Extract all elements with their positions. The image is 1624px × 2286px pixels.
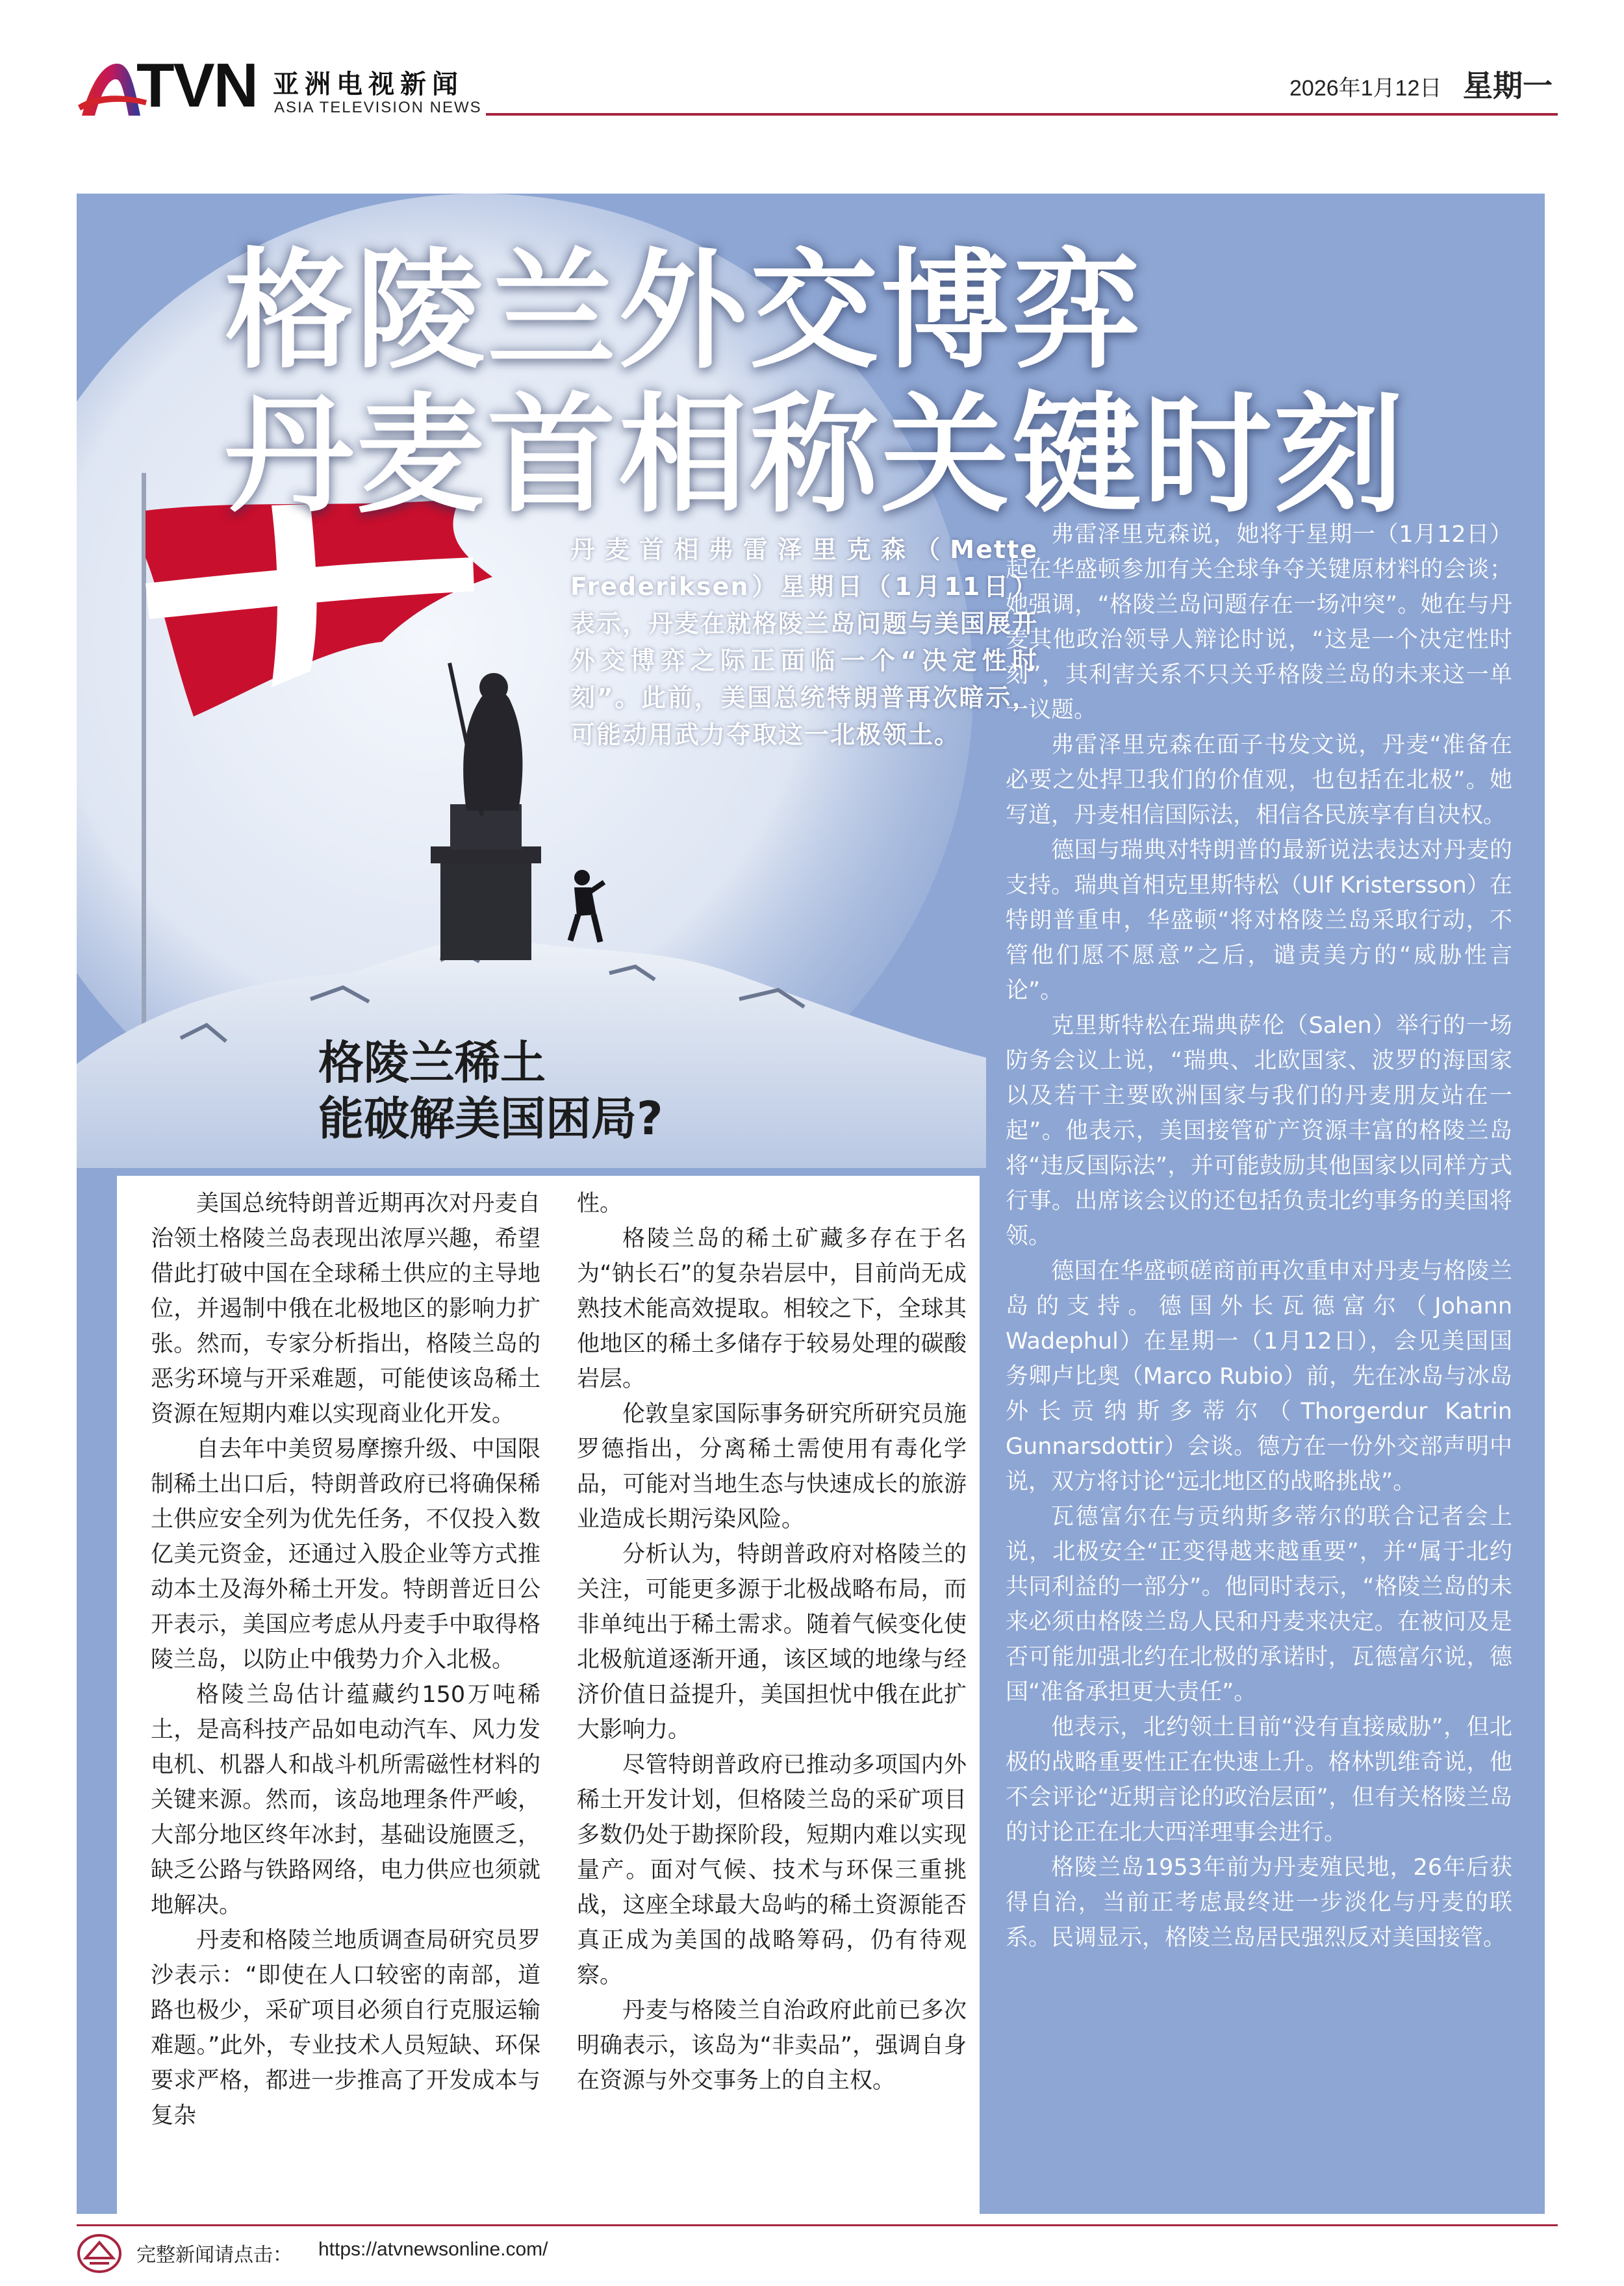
paragraph: 格陵兰岛1953年前为丹麦殖民地，26年后获得自治，当前正考虑最终进一步淡化与丹麦的联系。民调显示，格陵兰岛居民强烈反对美国接管。 — [1006, 1855, 1512, 1951]
paragraph: 丹麦与格陵兰自治政府此前已多次明确表示，该岛为“非卖品”，强调自身在资源与外交事务上的自主权。 — [577, 1998, 967, 2094]
paragraph: 他表示，北约领土目前“没有直接威胁”，但北极的战略重要性正在快速上升。格林凯维奇说，他不会评论“近期言论的政治层面”，但有关格陵兰岛的讨论正在北大西洋理事会进行。 — [1006, 1714, 1512, 1846]
paragraph: 德国与瑞典对特朗普的最新说法表达对丹麦的支持。瑞典首相克里斯特松（Ulf Kristersson）在特朗普重申，华盛顿“将对格陵兰岛采取行动，不管他们愿不愿意”之后，谴责美方的“威胁性言论”。 — [1006, 837, 1512, 1004]
page-header — [0, 0, 1624, 130]
atvn-logo[interactable] — [77, 51, 257, 120]
paragraph: 德国在华盛顿磋商前再次重申对丹麦与格陵兰岛的支持。德国外长瓦德富尔（Johann Wadephul）在星期一（1月12日），会见美国国务卿卢比奥（Marco Rubio）前，先在冰岛与冰岛外长贡纳斯多蒂尔（Thorgerdur Katrin Gunnarsdottir）会谈。德方在一份外交部声明中说，双方将讨论“远北地区的战略挑战”。 — [1006, 1258, 1512, 1495]
footer-link[interactable]: https://atvnewsonline.com/ — [318, 2239, 548, 2260]
article-column-3 — [1006, 517, 1512, 1955]
brand-name-en: ASIA TELEVISION NEWS — [274, 99, 482, 116]
brand-name-cn: 亚洲电视新闻 — [273, 70, 464, 99]
article-panel — [77, 194, 1545, 2214]
issue-weekday: 星期一 — [1463, 68, 1553, 103]
article-text-box — [117, 1176, 980, 2214]
footer-divider — [77, 2224, 1558, 2226]
paragraph: 瓦德富尔在与贡纳斯多蒂尔的联合记者会上说，北极安全“正变得越来越重要”，并“属于北约共同利益的一部分”。他同时表示，“格陵兰岛的未来必须由格陵兰岛人民和丹麦来决定。在被问及是否可能加强北约在北极的承诺时，瓦德富尔说，德国“准备承担更大责任”。 — [1006, 1504, 1512, 1705]
paragraph: 克里斯特松在瑞典萨伦（Salen）举行的一场防务会议上说，“瑞典、北欧国家、波罗的海国家以及若干主要欧洲国家与我们的丹麦朋友站在一起”。他表示，美国接管矿产资源丰富的格陵兰岛将“违反国际法”，并可能鼓励其他国家以同样方式行事。出席该会议的还包括负责北约事务的美国将领。 — [1006, 1013, 1512, 1249]
footer-label: 完整新闻请点击： — [136, 2244, 292, 2267]
issue-date: 2026年1月12日 — [1289, 76, 1442, 101]
footer-seal-icon — [77, 2233, 122, 2274]
logo-tvn-text: TVN — [136, 51, 257, 120]
article-column-2 — [577, 1186, 967, 2098]
subheadline-line-1: 格陵兰稀土 — [318, 1036, 546, 1089]
paragraph: 格陵兰岛估计蕴藏约150万吨稀土，是高科技产品如电动汽车、风力发电机、机器人和战斗机所需磁性材料的关键来源。然而，该岛地理条件严峻，大部分地区终年冰封，基础设施匮乏，缺乏公路与铁路网络，电力供应也须就地解决。 — [151, 1682, 540, 1918]
paragraph: 自去年中美贸易摩擦升级、中国限制稀土出口后，特朗普政府已将确保稀土供应安全列为优先任务，不仅投入数亿美元资金，还通过入股企业等方式推动本土及海外稀土开发。特朗普近日公开表示，美国应考虑从丹麦手中取得格陵兰岛，以防止中俄势力介入北极。 — [151, 1436, 540, 1673]
lead-paragraph: 丹麦首相弗雷泽里克森（Mette Frederiksen）星期日（1月11日）表示，丹麦在就格陵兰岛问题与美国展开外交博弈之际正面临一个“决定性时刻”。此前，美国总统特朗普再次暗示，可能动用武力夺取这一北极领土。 — [570, 535, 1039, 749]
headline-line-2: 丹麦首相称关键时刻 — [225, 379, 1406, 530]
headline — [225, 236, 1524, 530]
paragraph: 弗雷泽里克森在面子书发文说，丹麦“准备在必要之处捍卫我们的价值观，也包括在北极”。她写道，丹麦相信国际法，相信各民族享有自决权。 — [1006, 732, 1512, 828]
paragraph: 弗雷泽里克森说，她将于星期一（1月12日）起在华盛顿参加有关全球争夺关键原材料的会谈；她强调，“格陵兰岛问题存在一场冲突”。她在与丹麦其他政治领导人辩论时说，“这是一个决定性时刻”，其利害关系不只关乎格陵兰岛的未来这一单一议题。 — [1006, 522, 1512, 723]
paragraph: 分析认为，特朗普政府对格陵兰的关注，可能更多源于北极战略布局，而非单纯出于稀土需求。随着气候变化使北极航道逐渐开通，该区域的地缘与经济价值日益提升，美国担忧中俄在此扩大影响力。 — [577, 1542, 967, 1743]
paragraph: 伦敦皇家国际事务研究所研究员施罗德指出，分离稀土需使用有毒化学品，可能对当地生态与快速成长的旅游业造成长期污染风险。 — [577, 1401, 967, 1532]
header-divider — [486, 113, 1558, 116]
paragraph: 尽管特朗普政府已推动多项国内外稀土开发计划，但格陵兰岛的采矿项目多数仍处于勘探阶段，短期内难以实现量产。面对气候、技术与环保三重挑战，这座全球最大岛屿的稀土资源能否真正成为美国的战略筹码，仍有待观察。 — [577, 1752, 967, 1988]
paragraph: 格陵兰岛的稀土矿藏多存在于名为“钠长石”的复杂岩层中，目前尚无成熟技术能高效提取。相较之下，全球其他地区的稀土多储存于较易处理的碳酸岩层。 — [577, 1226, 967, 1392]
paragraph: 美国总统特朗普近期再次对丹麦自治领土格陵兰岛表现出浓厚兴趣，希望借此打破中国在全球稀土供应的主导地位，并遏制中俄在北极地区的影响力扩张。然而，专家分析指出，格陵兰岛的恶劣环境与开采难题，可能使该岛稀土资源在短期内难以实现商业化开发。 — [151, 1191, 540, 1427]
article-column-1 — [151, 1186, 540, 2133]
subheadline — [318, 1035, 851, 1147]
paragraph: 丹麦和格陵兰地质调查局研究员罗沙表示：“即使在人口较密的南部，道路也极少，采矿项目必须自行克服运输难题。”此外，专业技术人员短缺、环保要求严格，都进一步推高了开发成本与复杂 — [151, 1927, 540, 2129]
paragraph: 性。 — [577, 1191, 623, 1217]
headline-line-1: 格陵兰外交博弈 — [225, 236, 1143, 386]
subheadline-line-2: 能破解美国困局? — [318, 1092, 663, 1145]
